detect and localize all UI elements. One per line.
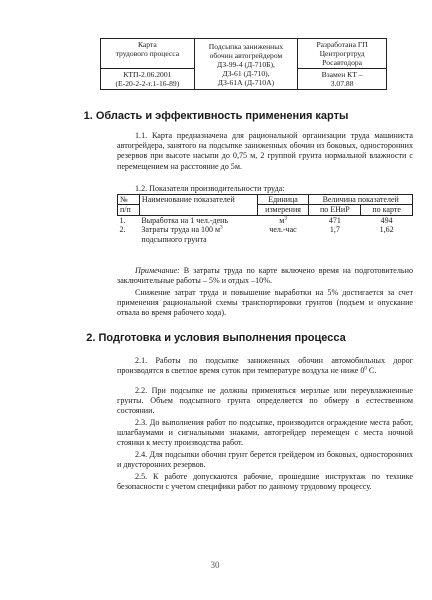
header-card-code [101,69,195,90]
th-values: Величина показателей [309,195,413,205]
cell-enir: 471 [328,215,341,225]
header-process-name [194,39,297,90]
header-developer [298,39,387,69]
header-text: Разработана ГП [316,40,368,49]
header-text: КТП-2.06.2001 [123,70,172,79]
section-1-title: 1. Область и эффективность применения карты [83,110,349,122]
header-text: ДЗ-61А (Д-710А) [217,77,275,87]
p21-text-a: 2.1. Работы по подсыпке заниженных обочин автомобильных дорог производятся в светлое время суток при температуре воздуха не ниже 0 [117,356,413,376]
paragraph-savings: Снижение затрат труда и повышение выработки на 5% достигается за счет применения рациональной схемы транспортировки грунтов (подъем и опускание отвала во время рабочего хода). [117,288,413,318]
th-card: по карте [361,205,413,215]
header-text: 3.07.88 [330,79,354,88]
unit-text: м [279,215,285,225]
p21-text-b: С. [366,366,377,376]
header-text: ДЗ-61 (Д-710), [222,68,270,78]
paragraph-2-5: 2.5. К работе допускаются рабочие, прошедшие инструктаж по технике безопасности с учетом специфики работ по данному трудовому процессу. [117,472,413,492]
header-text: Росавтодора [322,58,363,67]
th-number: № [118,195,140,205]
th-unit-2: измерения [257,205,309,215]
cell-enir: 1,7 [329,225,340,235]
cell-unit [257,215,309,225]
note-label: Примечание: [135,266,180,275]
note-paragraph [117,266,413,286]
th-name: Наименование показателей [139,195,257,216]
header-table [100,38,387,90]
section-2-title: 2. Подготовка и условия выполнения процесса [86,332,346,344]
paragraph-2-2: 2.2. При подсыпке не должны применяться мерзлые или переувлажненные грунты. Объем подсыпного грунта определяется по обмеру в естественном состоянии. [117,386,413,416]
header-card-title [101,39,195,69]
header-text: Карта [137,40,157,49]
header-replaces [298,69,387,90]
header-text: Подсыпка заниженных [208,41,284,51]
cell-name [139,225,257,244]
th-enir: по ЕНиР [309,205,361,215]
header-text: обочин автогрейдером [209,50,283,60]
name-sup: 3 [220,225,223,231]
table-row [118,215,413,225]
cell-name: Выработка на 1 чел.-день [141,215,229,225]
th-pp: п/п [118,205,140,215]
header-text: трудового процесса [115,49,180,58]
cell-number: 1. [119,215,126,225]
unit-sup: 3 [284,216,287,222]
page-number: 30 [210,560,220,570]
header-text: Взамен КТ – [321,70,363,79]
paragraph-2-1 [117,356,413,376]
cell-unit: чел.-час [269,225,297,235]
table-caption: 1.2. Показатели производительности труда: [135,184,285,193]
header-text: Центрогртруд [319,49,365,58]
table-row [118,225,413,244]
p21-sup: 0 [364,366,367,372]
th-unit-1: Единица [257,195,309,205]
paragraph-1-1: 1.1. Карта предназначена для рациональной организации труда машиниста автогрейдера, занятого на подсыпке заниженных обочин из боковых, односторонних резервов при высоте насыпи до 0,75 м, 2 группой грунта нормальной влажности с перемещением на расстояние до 5м. [117,131,413,171]
paragraph-2-4: 2.4. Для подсыпки обочин грунт берется грейдером из боковых, односторонних и двусторонних резервов. [117,450,413,470]
name-text-b: подсыпного грунта [141,234,207,244]
cell-card: 494 [380,215,393,225]
name-text-a: Затраты труда на 100 м [141,225,221,235]
cell-card: 1,62 [379,225,394,235]
cell-number: 2. [119,225,126,235]
paragraph-2-3: 2.3. До выполнения работ по подсыпке, производится ограждение места работ, шлагбаумами и сигнальными знаками, автогрейдер перемещен с места ночной стоянки к месту производства работ. [117,418,413,448]
header-text: (Е-20-2-2-т.1-16-89) [115,79,180,88]
indicators-table [117,194,413,244]
header-text: ДЗ-99-4 (Д-710Б), [217,59,275,69]
note-text: В затраты труда по карте включено время на подготовительно заключительные работы – 5% и отдых –10%. [117,266,413,286]
